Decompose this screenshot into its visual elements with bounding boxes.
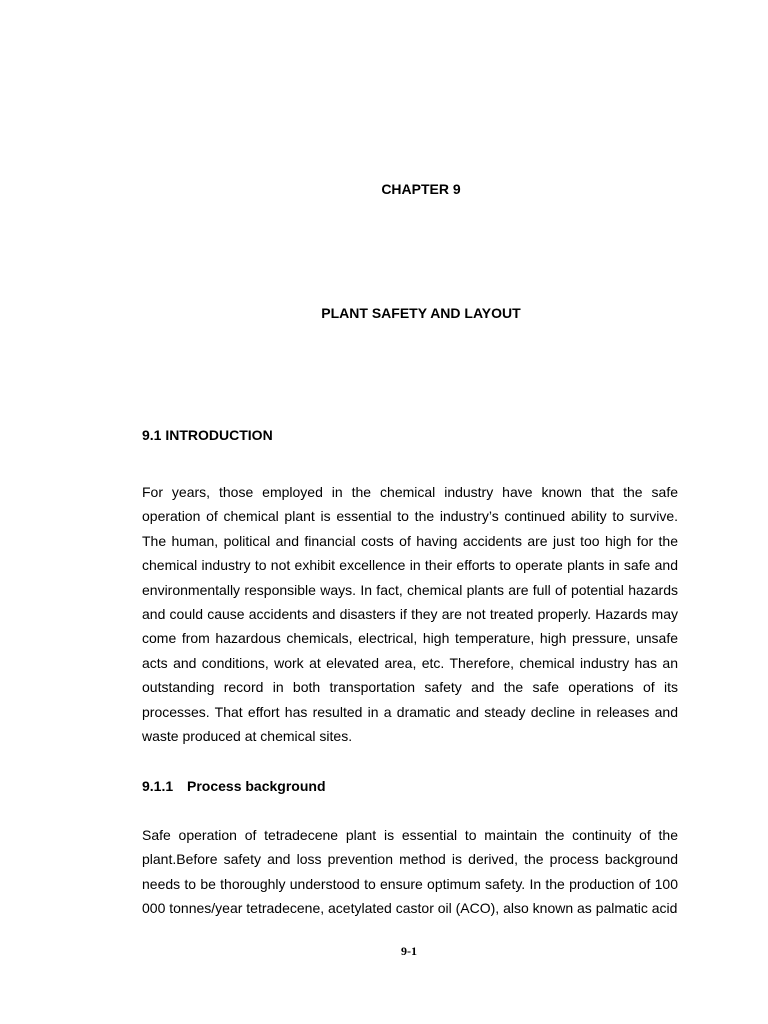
chapter-label: CHAPTER 9 xyxy=(381,181,461,197)
process-background-paragraph: Safe operation of tetradecene plant is essential to maintain the continuity of the plant.Before safety and loss prevention method is derived, the process background needs to be thoroughly understood to ensure optimum safety. In the production of 100 000 tonnes/year tetradecene, acetylated castor oil (ACO), also known as palmatic acid xyxy=(142,827,678,917)
subsection-title: Process background xyxy=(187,778,326,794)
chapter-title: PLANT SAFETY AND LAYOUT xyxy=(321,305,521,321)
subsection-number: 9.1.1 xyxy=(142,778,174,794)
introduction-paragraph: For years, those employed in the chemical industry have known that the safe operation of chemical plant is essential to the industry’s continued ability to survive. The human, political and financial costs of having accidents are just too high for the chemical industry to not exhibit excellence in their efforts to operate plants in safe and environmentally responsible ways. In fact, chemical plants are full of potential hazards and could cause accidents and disasters if they are not treated properly. Hazards may come from hazardous chemicals, electrical, high temperature, high pressure, unsafe acts and conditions, work at elevated area, etc. Therefore, chemical industry has an outstanding record in both transportation safety and the safe operations of its processes. That effort has resulted in a dramatic and steady decline in releases and waste produced at chemical sites. xyxy=(142,484,678,745)
subsection-heading xyxy=(142,778,326,794)
section-heading: 9.1 INTRODUCTION xyxy=(142,427,273,443)
page-number: 9-1 xyxy=(401,944,417,958)
